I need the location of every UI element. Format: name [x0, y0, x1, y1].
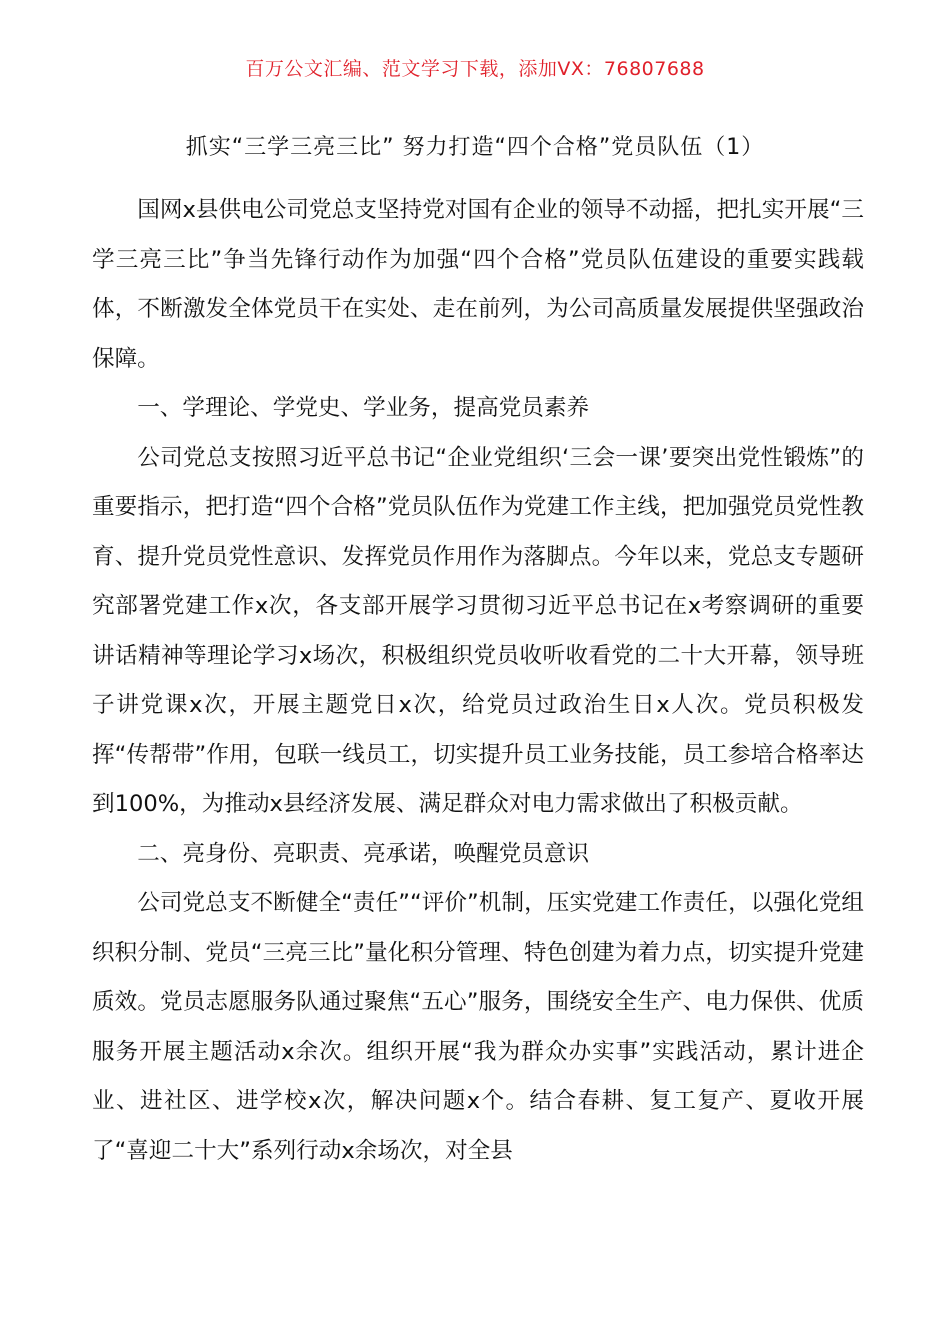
intro-paragraph: 国网x县供电公司党总支坚持党对国有企业的领导不动摇，把扎实开展“三学三亮三比”争当先锋行动作为加强“四个合格”党员队伍建设的重要实践载体，不断激发全体党员干在实处、走在前列，为公司高质量发展提供坚强政治保障。 — [92, 197, 864, 372]
document-body — [92, 186, 864, 1176]
section-2-paragraph: 公司党总支不断健全“责任”“评价”机制，压实党建工作责任，以强化党组织积分制、党员“三亮三比”量化积分管理、特色创建为着力点，切实提升党建质效。党员志愿服务队通过聚焦“五心”服务，围绕安全生产、电力保供、优质服务开展主题活动x余次。组织开展“我为群众办实事”实践活动，累计进企业、进社区、进学校x次，解决问题x个。结合春耕、复工复产、夏收开展了“喜迎二十大”系列行动x余场次，对全县 — [92, 890, 864, 1164]
section-heading-2: 二、亮身份、亮职责、亮承诺，唤醒党员意识 — [137, 840, 590, 867]
section-1-paragraph: 公司党总支按照习近平总书记“企业党组织‘三会一课’要突出党性锻炼”的重要指示，把打造“四个合格”党员队伍作为党建工作主线，把加强党员党性教育、提升党员党性意识、发挥党员作用作为落脚点。今年以来，党总支专题研究部署党建工作x次，各支部开展学习贯彻习近平总书记在x考察调研的重要讲话精神等理论学习x场次，积极组织党员收听收看党的二十大开幕，领导班子讲党课x次，开展主题党日x次，给党员过政治生日x人次。党员积极发挥“传帮带”作用，包联一线员工，切实提升员工业务技能，员工参培合格率达到100%，为推动x县经济发展、满足群众对电力需求做出了积极贡献。 — [92, 444, 864, 817]
document-title: 抓实“三学三亮三比” 努力打造“四个合格”党员队伍（1） — [185, 135, 765, 160]
section-heading-1: 一、学理论、学党史、学业务，提高党员素养 — [137, 395, 590, 421]
promo-header: 百万公文汇编、范文学习下载，添加VX：76807688 — [245, 58, 705, 80]
